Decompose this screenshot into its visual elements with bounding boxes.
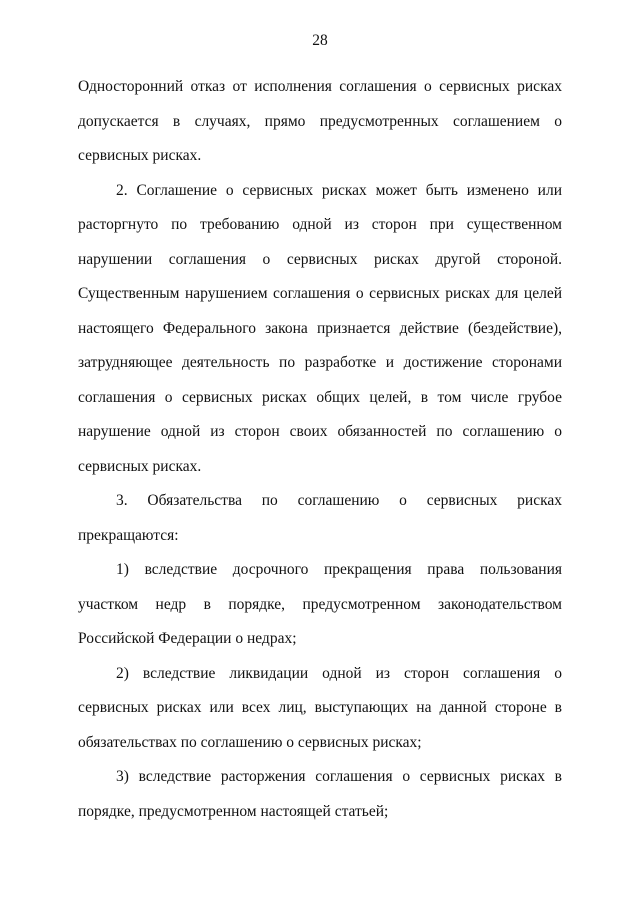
document-body: [78, 70, 562, 829]
paragraph-item-2-amendment: 2. Соглашение о сервисных рисках может быть изменено или расторгнуто по требованию одной из сторон при существенном нарушении соглашения о сервисных рисках другой стороной. Существенным нарушением соглашения о сервисных рисках для целей настоящего Федерального закона признается действие (бездействие), затрудняющее деятельность по разработке и достижение сторонами соглашения о сервисных рисках общих целей, в том числе грубое нарушение одной из сторон своих обязанностей по соглашению о сервисных рисках.: [78, 181, 562, 475]
paragraph-item-3-termination: 3. Обязательства по соглашению о сервисных рисках прекращаются:: [78, 492, 562, 544]
paragraph-subitem-3: 3) вследствие расторжения соглашения о сервисных рисках в порядке, предусмотренном настоящей статьей;: [78, 768, 562, 820]
paragraph-unilateral-refusal: Односторонний отказ от исполнения соглашения о сервисных рисках допускается в случаях, прямо предусмотренных соглашением о сервисных рисках.: [78, 78, 562, 164]
paragraph-subitem-2: 2) вследствие ликвидации одной из сторон соглашения о сервисных рисках или всех лиц, выступающих на данной стороне в обязательствах по соглашению о сервисных рисках;: [78, 664, 562, 751]
page-number: 28: [312, 32, 328, 49]
paragraph-subitem-1: 1) вследствие досрочного прекращения права пользования участком недр в порядке, предусмотренном законодательством Российской Федерации о недрах;: [78, 561, 562, 647]
